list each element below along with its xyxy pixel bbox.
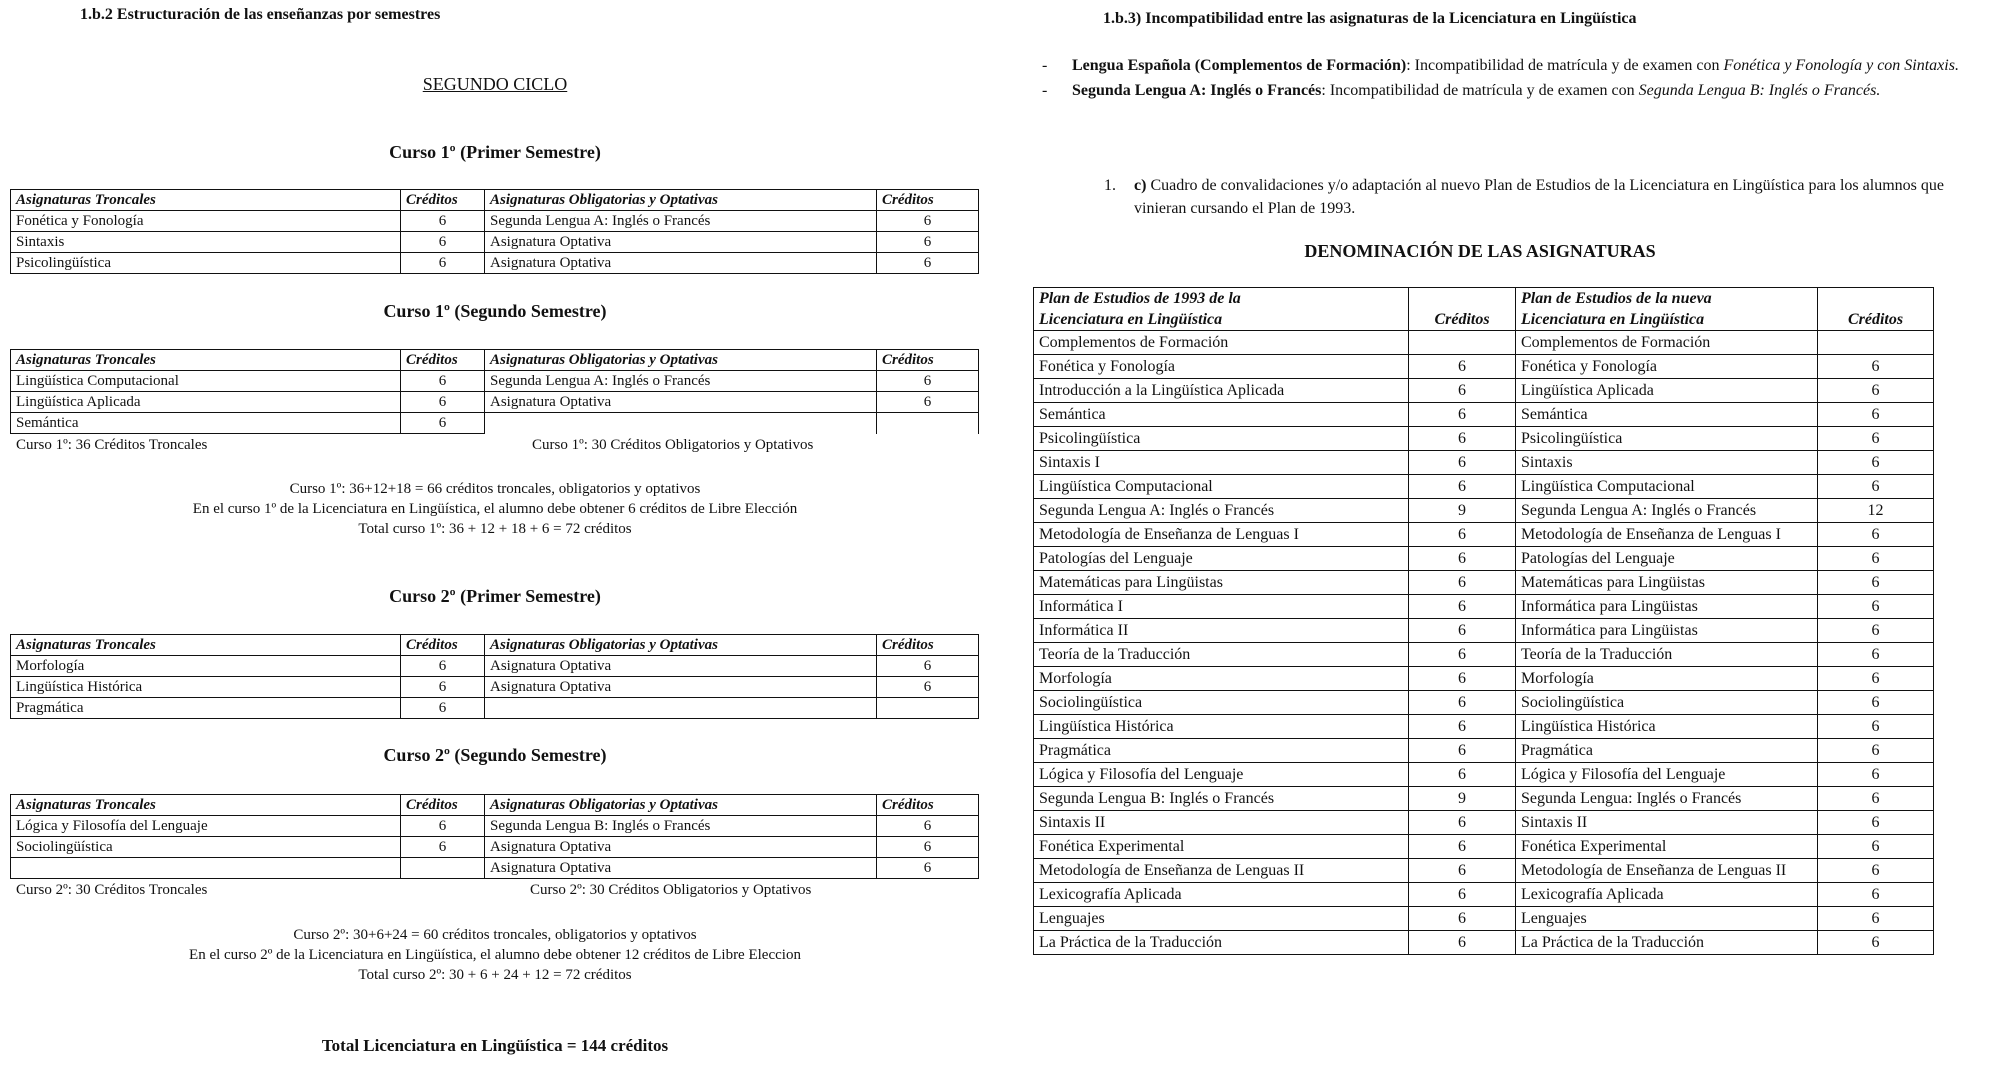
cell-credits: 6: [877, 677, 979, 698]
cell-obligatoria: Segunda Lengua A: Inglés o Francés: [485, 371, 877, 392]
cell-obligatoria: Segunda Lengua B: Inglés o Francés: [485, 816, 877, 837]
cell-old-subject: Matemáticas para Lingüistas: [1034, 571, 1409, 595]
cell-obligatoria: [485, 413, 877, 434]
header-old-plan-line1: Plan de Estudios de 1993 de la: [1039, 290, 1241, 307]
table-row: [1034, 475, 1934, 499]
cell-new-credits: 6: [1818, 451, 1934, 475]
cell-new-credits: 6: [1818, 595, 1934, 619]
section-title-estructuracion: 1.b.2 Estructuración de las enseñanzas por semestres: [80, 6, 441, 23]
cell-new-subject: Lingüística Histórica: [1516, 715, 1818, 739]
cell-old-credits: 6: [1409, 523, 1516, 547]
cell-old-subject: Patologías del Lenguaje: [1034, 547, 1409, 571]
cell-old-credits: 6: [1409, 883, 1516, 907]
cell-credits: 6: [401, 656, 485, 677]
table-row: [1034, 571, 1934, 595]
foot-obligatorias-1: Curso 1º: 30 Créditos Obligatorios y Optativos: [532, 437, 814, 453]
cell-new-subject: Fonética y Fonología: [1516, 355, 1818, 379]
table-header-row: [1034, 288, 1934, 331]
table-row: [11, 698, 979, 719]
paragraph-text: Cuadro de convalidaciones y/o adaptación al nuevo Plan de Estudios de la Licenciatura en Lingüística para los alumnos que vinieran cursando el Plan de 1993.: [1134, 177, 1944, 217]
cell-credits: [877, 698, 979, 719]
total-licenciatura: Total Licenciatura en Lingüística = 144 créditos: [321, 1036, 669, 1055]
cell-new-subject: Fonética Experimental: [1516, 835, 1818, 859]
cell-old-credits: 6: [1409, 379, 1516, 403]
cell-new-credits: 6: [1818, 571, 1934, 595]
cell-old-credits: 6: [1409, 835, 1516, 859]
table-row: [1034, 331, 1934, 355]
cell-new-credits: 6: [1818, 619, 1934, 643]
cell-old-subject: Lógica y Filosofía del Lenguaje: [1034, 763, 1409, 787]
cell-credits: 6: [877, 371, 979, 392]
header-troncales: Asignaturas Troncales: [11, 795, 401, 816]
cell-new-credits: 6: [1818, 883, 1934, 907]
cell-new-credits: 6: [1818, 379, 1934, 403]
cell-new-subject: Informática para Lingüistas: [1516, 595, 1818, 619]
cell-credits: 6: [877, 656, 979, 677]
cell-credits: 6: [401, 371, 485, 392]
cell-obligatoria: Asignatura Optativa: [485, 837, 877, 858]
table-row: [11, 211, 979, 232]
header-obligatorias: Asignaturas Obligatorias y Optativas: [485, 635, 877, 656]
header-creditos: Créditos: [401, 795, 485, 816]
cell-new-subject: Semántica: [1516, 403, 1818, 427]
cell-old-credits: 6: [1409, 427, 1516, 451]
cell-old-credits: 6: [1409, 763, 1516, 787]
table-row: [1034, 523, 1934, 547]
cell-new-credits: 6: [1818, 427, 1934, 451]
table-row: [1034, 811, 1934, 835]
convalidation-rows: [1034, 331, 1934, 955]
cell-new-credits: 6: [1818, 907, 1934, 931]
cell-troncal: Sintaxis: [11, 232, 401, 253]
cell-obligatoria: Asignatura Optativa: [485, 253, 877, 274]
cell-old-subject: Teoría de la Traducción: [1034, 643, 1409, 667]
cell-old-subject: Sintaxis I: [1034, 451, 1409, 475]
table-row: [1034, 931, 1934, 955]
cell-credits: 6: [401, 677, 485, 698]
table-row: [1034, 859, 1934, 883]
cell-credits: 6: [877, 253, 979, 274]
table-row: [11, 232, 979, 253]
cell-credits: 6: [401, 253, 485, 274]
cell-old-subject: Metodología de Enseñanza de Lenguas I: [1034, 523, 1409, 547]
cell-old-credits: 9: [1409, 499, 1516, 523]
header-creditos: Créditos: [401, 635, 485, 656]
header-creditos: Créditos: [401, 350, 485, 371]
cell-new-credits: [1818, 331, 1934, 355]
incompatibility-list: [1042, 54, 1992, 104]
cell-credits: 6: [401, 837, 485, 858]
cell-obligatoria: Asignatura Optativa: [485, 677, 877, 698]
table-row: [1034, 595, 1934, 619]
foot-obligatorias-2: Curso 2º: 30 Créditos Obligatorios y Optativos: [530, 882, 812, 898]
cell-new-subject: Segunda Lengua: Inglés o Francés: [1516, 787, 1818, 811]
cell-old-credits: 6: [1409, 739, 1516, 763]
cell-troncal: Morfología: [11, 656, 401, 677]
cell-old-subject: Informática I: [1034, 595, 1409, 619]
cell-old-credits: 6: [1409, 355, 1516, 379]
cell-new-subject: Morfología: [1516, 667, 1818, 691]
cell-credits: 6: [877, 837, 979, 858]
cell-troncal: Lingüística Histórica: [11, 677, 401, 698]
table-header-row: [11, 635, 979, 656]
table-row: [11, 253, 979, 274]
header-creditos-new: Créditos: [1818, 288, 1934, 331]
table-row: [1034, 787, 1934, 811]
cell-old-subject: Informática II: [1034, 619, 1409, 643]
bullet-subject: Lengua Española (Complementos de Formación): [1072, 57, 1407, 74]
cell-new-subject: Pragmática: [1516, 739, 1818, 763]
header-obligatorias: Asignaturas Obligatorias y Optativas: [485, 190, 877, 211]
semester-table-4: [10, 794, 979, 879]
paragraph-number: 1.: [1104, 177, 1116, 194]
header-creditos-old: Créditos: [1409, 288, 1516, 331]
table-row: [1034, 667, 1934, 691]
table-row: [11, 413, 979, 434]
table-row: [1034, 355, 1934, 379]
table-row: [1034, 643, 1934, 667]
table-row: [11, 837, 979, 858]
header-creditos: Créditos: [401, 190, 485, 211]
header-creditos-2: Créditos: [877, 190, 979, 211]
cell-troncal: Lingüística Computacional: [11, 371, 401, 392]
cell-credits: [877, 413, 979, 434]
cell-old-subject: Lingüística Computacional: [1034, 475, 1409, 499]
cell-new-subject: Teoría de la Traducción: [1516, 643, 1818, 667]
cell-obligatoria: Asignatura Optativa: [485, 656, 877, 677]
table-row: [11, 392, 979, 413]
cell-old-subject: La Práctica de la Traducción: [1034, 931, 1409, 955]
cell-new-credits: 6: [1818, 835, 1934, 859]
cell-credits: 6: [877, 858, 979, 879]
cell-new-credits: 6: [1818, 523, 1934, 547]
cell-new-subject: Complementos de Formación: [1516, 331, 1818, 355]
cell-credits: 6: [401, 392, 485, 413]
table-header-row: [11, 350, 979, 371]
paragraph-letter: c): [1134, 177, 1147, 194]
header-troncales: Asignaturas Troncales: [11, 350, 401, 371]
header-new-plan: [1516, 288, 1818, 331]
foot-troncales-1: Curso 1º: 36 Créditos Troncales: [16, 437, 208, 453]
header-new-plan-line2: Licenciatura en Lingüística: [1521, 311, 1705, 328]
convalidation-table: [1033, 287, 1934, 955]
bullet-related: Segunda Lengua B: Inglés o Francés.: [1638, 82, 1881, 99]
cell-old-credits: 6: [1409, 859, 1516, 883]
table-header-row: [11, 190, 979, 211]
table-row: [1034, 739, 1934, 763]
cell-credits: 6: [877, 392, 979, 413]
cell-new-credits: 6: [1818, 859, 1934, 883]
cell-new-credits: 6: [1818, 547, 1934, 571]
summary-line: Total curso 1º: 36 + 12 + 18 + 6 = 72 créditos: [358, 521, 632, 537]
summary-line: En el curso 2º de la Licenciatura en Lingüística, el alumno debe obtener 12 créditos de Libre Eleccion: [189, 947, 801, 963]
header-old-plan: [1034, 288, 1409, 331]
cell-new-subject: Lenguajes: [1516, 907, 1818, 931]
cell-troncal: Lógica y Filosofía del Lenguaje: [11, 816, 401, 837]
cell-old-credits: 9: [1409, 787, 1516, 811]
cell-credits: 6: [401, 816, 485, 837]
cell-new-subject: Informática para Lingüistas: [1516, 619, 1818, 643]
cell-old-subject: Lexicografía Aplicada: [1034, 883, 1409, 907]
table-row: [11, 816, 979, 837]
cell-old-credits: 6: [1409, 451, 1516, 475]
cell-new-credits: 6: [1818, 811, 1934, 835]
list-item: [1042, 79, 1992, 102]
ciclo-heading: SEGUNDO CICLO: [422, 74, 568, 94]
bullet-dash: -: [1042, 82, 1048, 99]
cell-obligatoria: Asignatura Optativa: [485, 232, 877, 253]
cell-old-subject: Segunda Lengua B: Inglés o Francés: [1034, 787, 1409, 811]
bullet-text: : Incompatibilidad de matrícula y de examen con: [1406, 57, 1724, 74]
cell-old-subject: Fonética y Fonología: [1034, 355, 1409, 379]
bullet-dash: -: [1042, 57, 1048, 74]
header-obligatorias: Asignaturas Obligatorias y Optativas: [485, 350, 877, 371]
cell-new-subject: Segunda Lengua A: Inglés o Francés: [1516, 499, 1818, 523]
cell-credits: 6: [877, 232, 979, 253]
cell-old-subject: Morfología: [1034, 667, 1409, 691]
cell-old-subject: Complementos de Formación: [1034, 331, 1409, 355]
cell-new-subject: Metodología de Enseñanza de Lenguas I: [1516, 523, 1818, 547]
cell-troncal: [11, 858, 401, 879]
table-row: [1034, 763, 1934, 787]
cell-new-subject: Lexicografía Aplicada: [1516, 883, 1818, 907]
cell-old-subject: Segunda Lengua A: Inglés o Francés: [1034, 499, 1409, 523]
header-creditos-2: Créditos: [877, 350, 979, 371]
cell-old-credits: 6: [1409, 667, 1516, 691]
cell-new-credits: 6: [1818, 715, 1934, 739]
cell-troncal: Psicolingüística: [11, 253, 401, 274]
cell-new-subject: Sintaxis II: [1516, 811, 1818, 835]
list-item: [1042, 54, 1992, 77]
table-row: [1034, 619, 1934, 643]
cell-old-subject: Sintaxis II: [1034, 811, 1409, 835]
summary-line: Total curso 2º: 30 + 6 + 24 + 12 = 72 créditos: [358, 967, 632, 983]
summary-line: Curso 1º: 36+12+18 = 66 créditos troncales, obligatorios y optativos: [289, 481, 701, 497]
summary-line: En el curso 1º de la Licenciatura en Lingüística, el alumno debe obtener 6 créditos de Libre Elección: [192, 501, 798, 517]
cell-credits: 6: [877, 211, 979, 232]
cell-old-subject: Psicolingüística: [1034, 427, 1409, 451]
cell-new-credits: 6: [1818, 763, 1934, 787]
table-header-row: [11, 795, 979, 816]
cell-old-credits: 6: [1409, 715, 1516, 739]
cell-old-credits: [1409, 331, 1516, 355]
cell-old-credits: 6: [1409, 811, 1516, 835]
table-row: [1034, 427, 1934, 451]
cell-new-credits: 6: [1818, 403, 1934, 427]
cell-credits: 6: [401, 413, 485, 434]
cell-obligatoria: Segunda Lengua A: Inglés o Francés: [485, 211, 877, 232]
table-row: [11, 656, 979, 677]
cell-obligatoria: Asignatura Optativa: [485, 858, 877, 879]
cell-new-credits: 6: [1818, 691, 1934, 715]
summary-curso-1: [50, 479, 940, 539]
table-row: [1034, 907, 1934, 931]
semester-table-1: [10, 189, 979, 274]
cell-credits: 6: [401, 211, 485, 232]
table-row: [1034, 835, 1934, 859]
summary-line: Curso 2º: 30+6+24 = 60 créditos troncales, obligatorios y optativos: [293, 927, 697, 943]
table-row: [1034, 379, 1934, 403]
table-row: [1034, 451, 1934, 475]
bullet-subject: Segunda Lengua A: Inglés o Francés: [1072, 82, 1322, 99]
cell-new-subject: Matemáticas para Lingüistas: [1516, 571, 1818, 595]
header-obligatorias: Asignaturas Obligatorias y Optativas: [485, 795, 877, 816]
cell-new-subject: Lingüística Computacional: [1516, 475, 1818, 499]
table-row: [11, 371, 979, 392]
cell-troncal: Fonética y Fonología: [11, 211, 401, 232]
cell-new-credits: 6: [1818, 475, 1934, 499]
semester-table-2: [10, 349, 979, 434]
semester-title-3: Curso 2º (Primer Semestre): [389, 586, 601, 606]
summary-curso-2: [50, 925, 940, 985]
cell-new-subject: La Práctica de la Traducción: [1516, 931, 1818, 955]
header-creditos-2: Créditos: [877, 795, 979, 816]
cell-old-subject: Semántica: [1034, 403, 1409, 427]
cell-new-credits: 6: [1818, 355, 1934, 379]
cell-new-subject: Patologías del Lenguaje: [1516, 547, 1818, 571]
cell-old-credits: 6: [1409, 931, 1516, 955]
table-row: [11, 858, 979, 879]
cell-new-subject: Sintaxis: [1516, 451, 1818, 475]
header-new-plan-line1: Plan de Estudios de la nueva: [1521, 290, 1712, 307]
cell-new-credits: 6: [1818, 739, 1934, 763]
cell-old-credits: 6: [1409, 643, 1516, 667]
cell-new-credits: 6: [1818, 931, 1934, 955]
table-title-denominacion: DENOMINACIÓN DE LAS ASIGNATURAS: [1304, 241, 1656, 261]
cell-old-credits: 6: [1409, 907, 1516, 931]
header-old-plan-line2: Licenciatura en Lingüística: [1039, 311, 1223, 328]
cell-new-subject: Psicolingüística: [1516, 427, 1818, 451]
cell-troncal: Semántica: [11, 413, 401, 434]
cell-old-subject: Pragmática: [1034, 739, 1409, 763]
cell-credits: 6: [401, 698, 485, 719]
cell-troncal: Lingüística Aplicada: [11, 392, 401, 413]
semester-title-1: Curso 1º (Primer Semestre): [389, 142, 601, 162]
cell-old-subject: Lenguajes: [1034, 907, 1409, 931]
cell-new-credits: 6: [1818, 667, 1934, 691]
cell-obligatoria: Asignatura Optativa: [485, 392, 877, 413]
cell-old-subject: Lingüística Histórica: [1034, 715, 1409, 739]
semester-table-3: [10, 634, 979, 719]
cell-new-subject: Metodología de Enseñanza de Lenguas II: [1516, 859, 1818, 883]
cell-troncal: Sociolingüística: [11, 837, 401, 858]
table-row: [1034, 715, 1934, 739]
header-troncales: Asignaturas Troncales: [11, 635, 401, 656]
cell-credits: 6: [401, 232, 485, 253]
cell-old-credits: 6: [1409, 691, 1516, 715]
header-creditos-2: Créditos: [877, 635, 979, 656]
table-row: [1034, 499, 1934, 523]
cell-old-credits: 6: [1409, 403, 1516, 427]
cell-old-subject: Introducción a la Lingüística Aplicada: [1034, 379, 1409, 403]
foot-troncales-2: Curso 2º: 30 Créditos Troncales: [16, 882, 208, 898]
cell-old-credits: 6: [1409, 619, 1516, 643]
cell-credits: [401, 858, 485, 879]
cell-new-credits: 12: [1818, 499, 1934, 523]
semester-title-2: Curso 1º (Segundo Semestre): [383, 301, 607, 321]
cell-new-credits: 6: [1818, 643, 1934, 667]
table-row: [1034, 403, 1934, 427]
table-row: [1034, 547, 1934, 571]
cell-old-subject: Fonética Experimental: [1034, 835, 1409, 859]
section-title-incompatibilidad: 1.b.3) Incompatibilidad entre las asignaturas de la Licenciatura en Lingüística: [1103, 10, 1637, 27]
cell-new-credits: 6: [1818, 787, 1934, 811]
table-row: [11, 677, 979, 698]
cell-old-credits: 6: [1409, 595, 1516, 619]
cell-old-credits: 6: [1409, 571, 1516, 595]
cell-new-subject: Lógica y Filosofía del Lenguaje: [1516, 763, 1818, 787]
cell-old-credits: 6: [1409, 475, 1516, 499]
cell-old-subject: Metodología de Enseñanza de Lenguas II: [1034, 859, 1409, 883]
semester-title-4: Curso 2º (Segundo Semestre): [383, 745, 607, 765]
cell-old-credits: 6: [1409, 547, 1516, 571]
cell-old-subject: Sociolingüística: [1034, 691, 1409, 715]
bullet-text: : Incompatibilidad de matrícula y de examen con: [1321, 82, 1639, 99]
table-row: [1034, 691, 1934, 715]
cell-credits: 6: [877, 816, 979, 837]
header-troncales: Asignaturas Troncales: [11, 190, 401, 211]
cell-troncal: Pragmática: [11, 698, 401, 719]
cell-new-subject: Lingüística Aplicada: [1516, 379, 1818, 403]
convalidaciones-paragraph: [1104, 174, 1990, 220]
cell-obligatoria: [485, 698, 877, 719]
table-row: [1034, 883, 1934, 907]
cell-new-subject: Sociolingüística: [1516, 691, 1818, 715]
bullet-related: Fonética y Fonología y con Sintaxis.: [1723, 57, 1959, 74]
